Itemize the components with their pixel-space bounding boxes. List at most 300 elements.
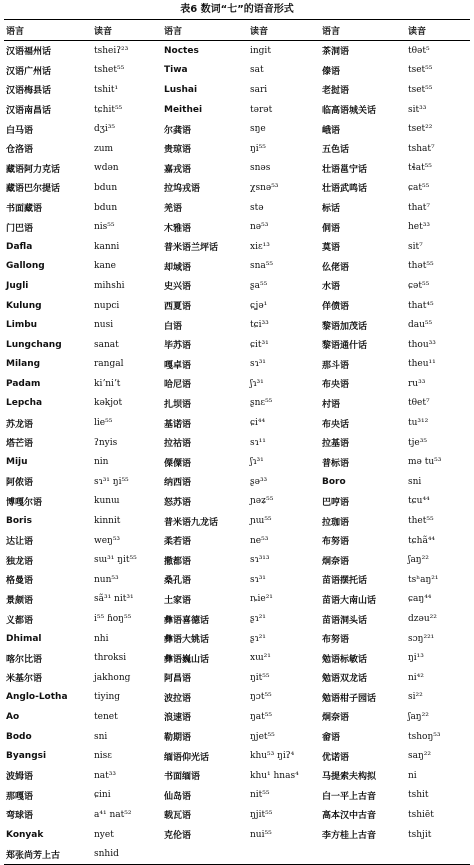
pronunciation-cell: nyet	[94, 829, 114, 840]
language-name-cell: 藏语阿力克话	[6, 164, 61, 175]
pronunciation-cell: tiying	[94, 692, 121, 703]
pronunciation-cell: ru³³	[408, 378, 426, 389]
pronunciation-cell: tset²²	[408, 124, 433, 135]
language-name-cell: Lungchang	[6, 339, 62, 350]
pronunciation-cell: ʃɿ³¹	[250, 457, 264, 468]
language-name-cell: 畲语	[322, 733, 341, 744]
pronunciation-cell: tɬat⁵⁵	[408, 163, 432, 174]
language-name-cell: Byangsi	[6, 751, 47, 762]
language-name-cell: 峨语	[322, 125, 341, 136]
pronunciation-cell: ɕi⁴⁴	[250, 418, 266, 429]
pronunciation-cell: tɕi³³	[250, 320, 269, 331]
table-row	[4, 394, 470, 414]
pronunciation-cell: sit³³	[408, 104, 427, 115]
pronunciation-cell: sɿ³¹ ŋi⁵⁵	[94, 476, 129, 487]
pronunciation-cell: theu¹¹	[408, 359, 436, 370]
language-name-cell: 巴哼语	[322, 497, 350, 508]
language-name-cell: 羌语	[164, 204, 183, 215]
table-row	[4, 472, 470, 492]
language-name-cell: Miju	[6, 457, 28, 468]
language-name-cell: 拉坞戎语	[164, 184, 201, 195]
pronunciation-cell: si²²	[408, 692, 423, 703]
header-row	[4, 20, 470, 41]
pronunciation-cell: mihshi	[94, 280, 125, 291]
language-name-cell: 载瓦语	[164, 811, 192, 822]
pronunciation-cell: stə	[250, 202, 264, 213]
table-row	[4, 492, 470, 512]
pronunciation-cell: ingit	[250, 45, 271, 56]
header-language-2: 语言	[162, 20, 248, 41]
language-name-cell: 达让语	[6, 537, 34, 548]
pronunciation-cell: kane	[94, 261, 116, 272]
language-name-cell: 嘎卓语	[164, 360, 192, 371]
pronunciation-cell: kunɯ	[94, 496, 120, 507]
language-name-cell: 普标语	[322, 458, 350, 469]
language-name-cell: 水语	[322, 282, 341, 293]
language-name-cell: 布努语	[322, 537, 350, 548]
language-name-cell: 贵琼语	[164, 145, 192, 156]
language-name-cell: 傈僳语	[164, 458, 192, 469]
table-row	[4, 119, 470, 139]
pronunciation-cell: nin	[94, 457, 109, 468]
pronunciation-cell: nupci	[94, 300, 120, 311]
language-name-cell: 苗语大南山话	[322, 595, 377, 606]
pronunciation-cell: tsheiʔ²³	[94, 45, 129, 56]
table-row	[4, 825, 470, 845]
language-name-cell: 阿昌语	[164, 674, 192, 685]
pronunciation-cell: tsʰaŋ²¹	[408, 574, 439, 585]
table-row	[4, 746, 470, 766]
language-name-cell: 佯偾语	[322, 302, 350, 313]
pronunciation-cell: khu¹ hnas⁴	[250, 770, 299, 781]
table-row	[4, 257, 470, 277]
pronunciation-cell: dʒi³⁵	[94, 124, 115, 135]
pronunciation-cell: sit⁷	[408, 241, 423, 252]
language-name-cell: 米基尔语	[6, 674, 43, 685]
table-row	[4, 100, 470, 120]
pronunciation-cell: tθet⁷	[408, 398, 430, 409]
language-name-cell: 仓洛语	[6, 145, 34, 156]
pronunciation-cell: ŋat⁵⁵	[250, 711, 272, 722]
pronunciation-cell: tshit¹	[94, 84, 119, 95]
pronunciation-cell: tshet⁵⁵	[94, 65, 125, 76]
pronunciation-cell: sni	[408, 476, 422, 487]
pronunciation-cell: rangal	[94, 359, 124, 370]
pronunciation-cell: xɯ²¹	[250, 653, 271, 664]
pronunciation-cell: nis⁵⁵	[94, 222, 115, 233]
pronunciation-cell: ʃaŋ²²	[408, 555, 429, 566]
language-name-cell: 独龙语	[6, 556, 34, 567]
pronunciation-cell	[406, 844, 470, 864]
language-name-cell: 苏龙语	[6, 419, 34, 430]
table-row	[4, 531, 470, 551]
pronunciation-cell: saŋ²²	[408, 751, 431, 762]
table-row	[4, 335, 470, 355]
language-name-cell: 壮语武鸣话	[322, 184, 368, 195]
language-name-cell: 拉祜语	[164, 439, 192, 450]
language-name-cell: 汉语梅县话	[6, 86, 52, 97]
language-name-cell: 布央语	[322, 380, 350, 391]
language-name-cell: 怒苏语	[164, 497, 192, 508]
language-name-cell: 波拉语	[164, 693, 192, 704]
pronunciation-cell: ʃaŋ²²	[408, 711, 429, 722]
language-name-cell: Dafla	[6, 241, 33, 252]
language-name-cell: 土家语	[164, 595, 192, 606]
header-language-3: 语言	[320, 20, 406, 41]
language-name-cell: 纳西语	[164, 478, 192, 489]
language-name-cell: 苗语洞头话	[322, 615, 368, 626]
pronunciation-cell: throksi	[94, 653, 127, 664]
language-name-cell: 村语	[322, 399, 341, 410]
language-name-cell: Meithei	[164, 104, 203, 115]
language-name-cell: 基诺语	[164, 419, 192, 430]
table-row	[4, 217, 470, 237]
pronunciation-cell: kinnit	[94, 516, 121, 527]
language-name-cell: 布央话	[322, 419, 350, 430]
pronunciation-cell: tɕu⁴⁴	[408, 496, 430, 507]
language-name-cell: 书面藏语	[6, 204, 43, 215]
language-name-cell: 勉语标敏话	[322, 654, 368, 665]
language-name-cell: 布努语	[322, 635, 350, 646]
pronunciation-cell: i⁵⁵ ɦoŋ⁵⁵	[94, 614, 132, 625]
language-name-cell: 博嘎尔语	[6, 497, 43, 508]
language-name-cell: 克伦语	[164, 831, 192, 842]
language-name-cell: 彝语喜德话	[164, 615, 210, 626]
table-row	[4, 296, 470, 316]
pronunciation-cell: ʂnɛ⁵⁵	[250, 398, 273, 409]
pronunciation-cell: sari	[250, 84, 268, 95]
pronunciation-cell: nat³³	[94, 770, 116, 781]
table-row	[4, 452, 470, 472]
language-name-cell: 弯球语	[6, 811, 34, 822]
language-name-cell: 汉语广州话	[6, 66, 52, 77]
table-row	[4, 590, 470, 610]
pronunciation-cell: tɕhit⁵⁵	[94, 104, 123, 115]
language-name-cell: 高本汉中古音	[322, 811, 377, 822]
language-name-cell: Tiwa	[164, 65, 188, 76]
language-name-cell: Dhimal	[6, 633, 42, 644]
table-row	[4, 374, 470, 394]
pronunciation-cell: nə⁵³	[250, 222, 269, 233]
language-name-cell: 壮语邕宁话	[322, 164, 368, 175]
language-name-cell: 侗语	[322, 223, 341, 234]
table-row	[4, 355, 470, 375]
pronunciation-cell: nit⁵⁵	[250, 790, 270, 801]
pronunciation-cell: ne⁵³	[250, 535, 269, 546]
pronunciation-cell: tshit	[408, 790, 429, 801]
table-row	[4, 433, 470, 453]
pronunciation-cell: thou³³	[408, 339, 436, 350]
pronunciation-cell: bdun	[94, 182, 118, 193]
pronunciation-cell: tshat⁷	[408, 143, 435, 154]
language-name-cell: 标话	[322, 204, 341, 215]
pronunciation-cell: ɕat⁵⁵	[408, 182, 430, 193]
language-name-cell: 藏语巴尔提话	[6, 184, 61, 195]
language-name-cell	[320, 844, 406, 864]
language-name-cell: 汉语南昌话	[6, 106, 52, 117]
table-row	[4, 413, 470, 433]
language-name-cell: 仙岛语	[164, 791, 192, 802]
table-row	[4, 688, 470, 708]
pronunciation-cell: kəkjot	[94, 398, 123, 409]
language-name-cell: 那嘎语	[6, 791, 34, 802]
language-name-cell: Lepcha	[6, 398, 43, 409]
pronunciation-cell: tθət⁵	[408, 45, 430, 56]
language-name-cell: 彝语大姚话	[164, 635, 210, 646]
pronunciation-cell: bdun	[94, 202, 118, 213]
pronunciation-cell: nui⁵⁵	[250, 829, 272, 840]
pronunciation-cell: weŋ⁵³	[94, 535, 121, 546]
pronunciation-cell: mə tu⁵³	[408, 457, 442, 468]
language-name-cell: 马提索夫构拟	[322, 772, 377, 783]
pronunciation-cell: that⁴⁵	[408, 300, 434, 311]
pronunciation-cell: tshiēt	[408, 809, 434, 820]
pronunciation-cell: lie⁵⁵	[94, 418, 113, 429]
language-name-cell: 西夏语	[164, 302, 192, 313]
pronunciation-cell: snhid	[94, 849, 119, 860]
table-row	[4, 727, 470, 747]
pronunciation-cell: tərət	[250, 104, 273, 115]
table-row	[4, 159, 470, 179]
pronunciation-cell: ŋjet⁵⁵	[250, 731, 275, 742]
pronunciation-cell: ʃɿ³¹	[250, 378, 264, 389]
language-name-cell: 郑张尚芳上古	[6, 850, 61, 861]
table-row	[4, 609, 470, 629]
language-name-cell: 扎坝语	[164, 399, 192, 410]
table-row	[4, 198, 470, 218]
language-name-cell: 拉基语	[322, 439, 350, 450]
language-name-cell: Gallong	[6, 261, 45, 272]
language-name-cell: 拉珈语	[322, 517, 350, 528]
pronunciation-cell: tje³⁵	[408, 437, 427, 448]
pronunciation-cell: ɕini	[94, 790, 111, 801]
pronunciation-cell: snəs	[250, 163, 271, 174]
table-row	[4, 178, 470, 198]
pronunciation-cell: tu³¹²	[408, 418, 429, 429]
pronunciation-cell: tshjit	[408, 829, 432, 840]
numeral-seven-table	[4, 19, 470, 865]
language-name-cell: 苗语摆托话	[322, 576, 368, 587]
language-name-cell: Lushai	[164, 84, 198, 95]
language-name-cell: 五色话	[322, 145, 350, 156]
language-name-cell: Kulung	[6, 300, 42, 311]
pronunciation-cell: tɕhã⁴⁴	[408, 535, 436, 546]
pronunciation-cell: sat	[250, 65, 264, 76]
pronunciation-cell	[248, 844, 320, 864]
pronunciation-cell: sanat	[94, 339, 119, 350]
header-pronunciation-2: 读音	[248, 20, 320, 41]
pronunciation-cell: ŋjit⁵⁵	[250, 809, 273, 820]
pronunciation-cell: sɿ³¹	[250, 359, 266, 370]
pronunciation-cell: ɕʝə¹	[250, 300, 268, 311]
language-name-cell: 柔若语	[164, 537, 192, 548]
language-name-cell: Noctes	[164, 45, 199, 56]
table-row	[4, 844, 470, 864]
pronunciation-cell: thət⁵⁵	[408, 261, 434, 272]
language-name-cell: 白马语	[6, 125, 34, 136]
pronunciation-cell: nhi	[94, 633, 109, 644]
table-row	[4, 707, 470, 727]
language-name-cell: 浪速语	[164, 713, 192, 724]
pronunciation-cell: kanni	[94, 241, 120, 252]
pronunciation-cell: dzəu²²	[408, 614, 437, 625]
pronunciation-cell: khu⁵³ ŋiʔ⁴	[250, 751, 295, 762]
pronunciation-cell: ŋɔt⁵⁵	[250, 692, 272, 703]
pronunciation-cell: ni	[408, 770, 417, 781]
table-row	[4, 629, 470, 649]
language-name-cell: Milang	[6, 359, 41, 370]
language-name-cell: 缅语仰光话	[164, 752, 210, 763]
language-name-cell: Boris	[6, 516, 32, 527]
language-name-cell: Konyak	[6, 829, 44, 840]
pronunciation-cell: ʂa⁵⁵	[250, 280, 268, 291]
header-pronunciation-1: 读音	[92, 20, 162, 41]
pronunciation-cell: jakhong	[94, 672, 131, 683]
language-name-cell: 莫语	[322, 243, 341, 254]
language-name-cell: Ao	[6, 711, 20, 722]
pronunciation-cell: sɿ³¹³	[250, 555, 270, 566]
pronunciation-cell: sɯ³¹ ŋit⁵⁵	[94, 555, 137, 566]
language-name-cell: 白一平上古音	[322, 791, 377, 802]
pronunciation-cell: dau⁵⁵	[408, 320, 433, 331]
pronunciation-cell: sŋe	[250, 124, 266, 135]
pronunciation-cell: sna⁵⁵	[250, 261, 273, 272]
language-name-cell: 老挝语	[322, 86, 350, 97]
table-row	[4, 139, 470, 159]
pronunciation-cell: tenet	[94, 711, 118, 722]
language-name-cell: 炯奈语	[322, 556, 350, 567]
table-row	[4, 550, 470, 570]
language-name-cell: 义都语	[6, 615, 34, 626]
language-name-cell: 仫佬语	[322, 262, 350, 273]
pronunciation-cell: ʂɿ²¹	[250, 633, 266, 644]
table-row	[4, 668, 470, 688]
language-name-cell: 勒期语	[164, 733, 192, 744]
language-name-cell: 史兴语	[164, 282, 192, 293]
language-name-cell: 白语	[164, 321, 183, 332]
table-row	[4, 511, 470, 531]
pronunciation-cell: wdən	[94, 163, 119, 174]
table-row	[4, 276, 470, 296]
pronunciation-cell: a⁴¹ nat⁵²	[94, 809, 132, 820]
language-name-cell: 波姆语	[6, 772, 34, 783]
pronunciation-cell: ʂə³³	[250, 476, 268, 487]
pronunciation-cell: sɔŋ²²¹	[408, 633, 435, 644]
pronunciation-cell: thet⁵⁵	[408, 516, 434, 527]
table-row	[4, 80, 470, 100]
language-name-cell: 茶洞语	[322, 47, 350, 58]
pronunciation-cell: ŋit⁵⁵	[250, 672, 270, 683]
language-name-cell: 木雅语	[164, 223, 192, 234]
pronunciation-cell: sɿ¹¹	[250, 437, 266, 448]
language-name-cell: 彝语巍山话	[164, 654, 210, 665]
language-name-cell: 普米语兰坪话	[164, 243, 219, 254]
pronunciation-cell: χsnə⁵³	[250, 182, 279, 193]
pronunciation-cell: ɕət⁵⁵	[408, 280, 430, 291]
language-name-cell: Boro	[322, 476, 346, 487]
table-body	[4, 41, 470, 865]
pronunciation-cell: zum	[94, 143, 114, 154]
language-name-cell: 汉语福州话	[6, 47, 52, 58]
table-row	[4, 41, 470, 61]
language-name-cell	[162, 844, 248, 864]
table-row	[4, 315, 470, 335]
language-name-cell: 那斗语	[322, 360, 350, 371]
language-name-cell: 黎语通什话	[322, 341, 368, 352]
language-name-cell: 书面缅语	[164, 772, 201, 783]
language-name-cell: Anglo-Lotha	[6, 692, 68, 703]
pronunciation-cell: sɿ³¹	[250, 574, 266, 585]
table-row	[4, 805, 470, 825]
pronunciation-cell: xiɛ¹³	[250, 241, 270, 252]
table-header	[4, 20, 470, 41]
language-name-cell: 撒都语	[164, 556, 192, 567]
pronunciation-cell: ŋi⁵⁵	[250, 143, 266, 154]
table-row	[4, 61, 470, 81]
pronunciation-cell: ɕaŋ⁴⁴	[408, 594, 432, 605]
table-row	[4, 648, 470, 668]
language-name-cell: 临高语城关话	[322, 106, 377, 117]
pronunciation-cell: ɕit³¹	[250, 339, 269, 350]
pronunciation-cell: ɲəʑ⁵⁵	[250, 496, 274, 507]
language-name-cell: Padam	[6, 378, 41, 389]
pronunciation-cell: tset⁵⁵	[408, 65, 433, 76]
pronunciation-cell: ȵie²¹	[250, 594, 273, 605]
table-row	[4, 237, 470, 257]
table-caption: 表6 数词“七”的语音形式	[180, 4, 294, 15]
language-name-cell: 格曼语	[6, 576, 34, 587]
pronunciation-cell: nisɛ	[94, 751, 112, 762]
language-name-cell: 景颇语	[6, 595, 34, 606]
language-name-cell: 李方桂上古音	[322, 831, 377, 842]
language-name-cell: 喀尔比语	[6, 654, 43, 665]
language-name-cell: 炯奈语	[322, 713, 350, 724]
language-name-cell: Jugli	[6, 280, 29, 291]
pronunciation-cell: het³³	[408, 222, 430, 233]
language-name-cell: 勉语双龙话	[322, 674, 368, 685]
language-name-cell: 桑孔语	[164, 576, 192, 587]
pronunciation-cell: nun⁵³	[94, 574, 119, 585]
pronunciation-cell: ni⁴²	[408, 672, 424, 683]
language-name-cell: 门巴语	[6, 223, 34, 234]
pronunciation-cell: sã³¹ nit³¹	[94, 594, 134, 605]
language-name-cell: 优诺语	[322, 752, 350, 763]
pronunciation-cell: ʔnyis	[94, 437, 118, 448]
language-name-cell: 勉语柑子园话	[322, 693, 377, 704]
pronunciation-cell: sni	[94, 731, 108, 742]
language-name-cell: 却域语	[164, 262, 192, 273]
pronunciation-cell: tset⁵⁵	[408, 84, 433, 95]
table-row	[4, 570, 470, 590]
language-name-cell: Bodo	[6, 731, 32, 742]
language-name-cell: 塔芒语	[6, 439, 34, 450]
pronunciation-cell: ʂɿ²¹	[250, 614, 266, 625]
pronunciation-cell: tshoŋ⁵³	[408, 731, 441, 742]
language-name-cell: 哈尼语	[164, 380, 192, 391]
language-name-cell: Limbu	[6, 320, 38, 331]
header-pronunciation-3: 读音	[406, 20, 470, 41]
language-name-cell: 毕苏语	[164, 341, 192, 352]
language-name-cell: 尔龚语	[164, 125, 192, 136]
language-name-cell: 嘉戎语	[164, 164, 192, 175]
language-name-cell: 阿侬语	[6, 478, 34, 489]
pronunciation-cell: nusi	[94, 320, 114, 331]
header-language-1: 语言	[4, 20, 92, 41]
pronunciation-cell: kiʼniʼt	[94, 378, 121, 389]
pronunciation-cell: ɲɯ⁵⁵	[250, 516, 272, 527]
language-name-cell: 普米语九龙话	[164, 517, 219, 528]
pronunciation-cell: ŋi¹³	[408, 653, 424, 664]
